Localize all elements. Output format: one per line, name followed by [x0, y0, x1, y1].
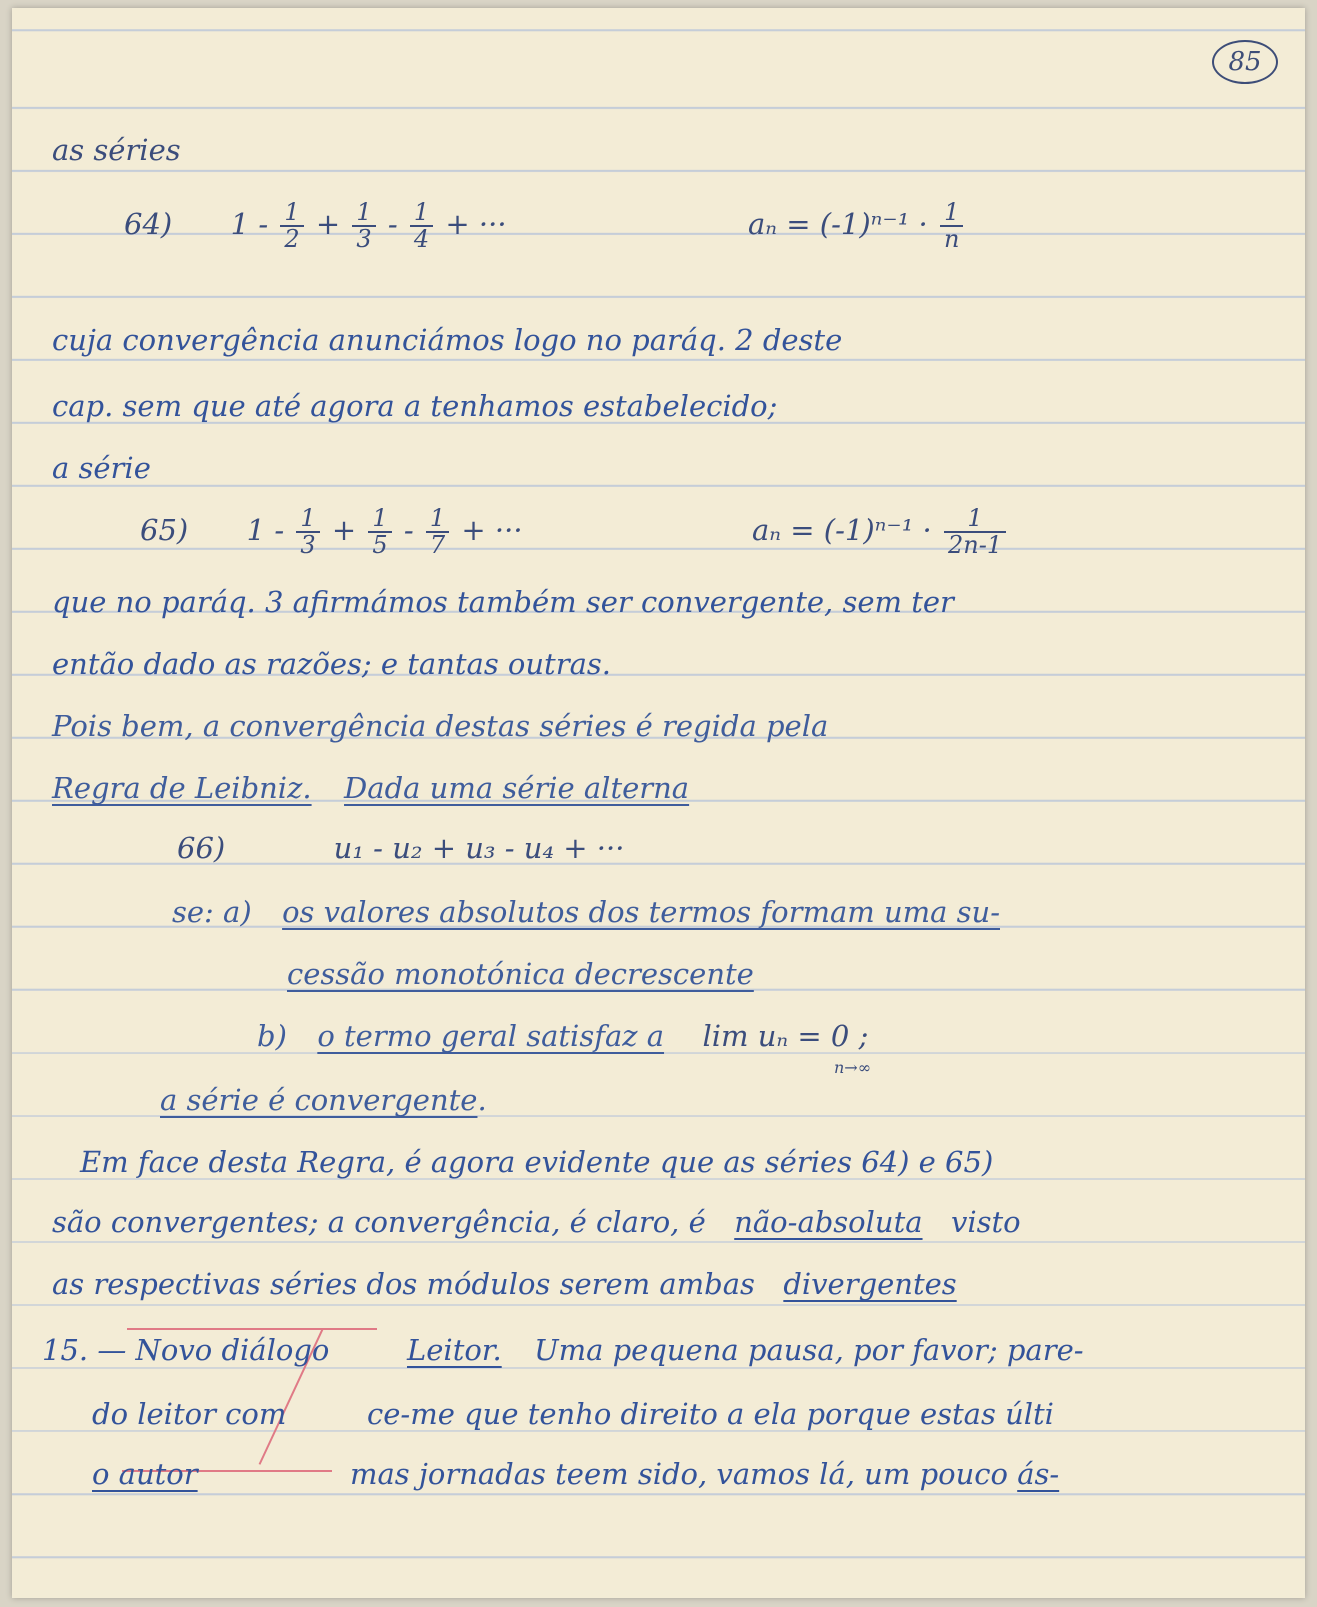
text-line: cap. sem que até agora a tenhamos estabelecido;	[52, 389, 778, 423]
text-fragment-underlined: não-absoluta	[734, 1205, 923, 1239]
condition-b-label: b)	[257, 1019, 287, 1053]
text-line	[350, 1457, 1060, 1491]
dialogue-text: ce-me que tenho direito a ela porque estas últi	[367, 1397, 1054, 1431]
text-line	[172, 895, 1000, 929]
fraction: $\frac{1}{2}$	[280, 200, 303, 252]
text-fragment: visto	[950, 1205, 1021, 1239]
equation-expr: u₁ - u₂ + u₃ - u₄ + ···	[333, 831, 625, 865]
general-term-64	[748, 200, 966, 252]
text-line: então dado as razões; e tantas outras.	[52, 647, 611, 681]
condition-a: os valores absolutos dos termos formam uma su-	[282, 895, 1000, 929]
condition-a-label: se: a)	[172, 895, 252, 929]
text-line	[52, 771, 690, 805]
text-fragment: são convergentes; a convergência, é claro, é	[52, 1205, 706, 1239]
margin-rule	[127, 1328, 377, 1330]
notebook-page	[12, 8, 1305, 1598]
fraction: $\frac{1}{5}$	[368, 506, 391, 558]
condition-b: o termo geral satisfaz a	[317, 1019, 665, 1053]
text-line	[160, 1083, 487, 1117]
text-line: Em face desta Regra, é agora evidente que as séries 64) e 65)	[80, 1145, 994, 1179]
equation-65	[140, 506, 523, 558]
condition-a-cont: cessão monotónica decrescente	[287, 957, 754, 991]
equation-lead: 1 -	[246, 513, 285, 548]
text-fragment: as respectivas séries dos módulos serem ambas	[52, 1267, 755, 1301]
conclusion: a série é convergente	[160, 1083, 478, 1117]
section-heading: 15. — Novo diálogo	[42, 1333, 330, 1367]
margin-note: o autor	[92, 1457, 198, 1491]
equation-64	[124, 200, 507, 252]
text-line	[52, 1267, 957, 1301]
dialogue-text-underlined: ás-	[1017, 1457, 1060, 1491]
operator: +	[331, 513, 357, 548]
text-line: que no paráq. 3 afirmámos também ser convergente, sem ter	[52, 585, 954, 619]
period: .	[477, 1083, 487, 1117]
fraction: $\frac{1}{n}$	[940, 200, 963, 252]
equation-label: 65)	[140, 513, 189, 548]
fraction: $\frac{1}{7}$	[426, 506, 449, 558]
text-line	[52, 1205, 1021, 1239]
text-line: as séries	[52, 133, 181, 167]
operator: +	[315, 207, 341, 242]
equation-lead: 1 -	[230, 207, 269, 242]
text-line: a série	[52, 451, 151, 485]
fraction: $\frac{1}{3}$	[352, 200, 375, 252]
equation-66	[177, 831, 625, 865]
series-tail: + ···	[445, 207, 507, 242]
fraction: $\frac{1}{4}$	[410, 200, 433, 252]
rule-name: Regra de Leibniz.	[52, 771, 312, 805]
equation-label: 64)	[124, 207, 173, 242]
general-term-lhs: aₙ = (-1)ⁿ⁻¹ ·	[748, 207, 928, 242]
series-tail: + ···	[461, 513, 523, 548]
text-line	[257, 1019, 869, 1053]
speaker-label: Leitor.	[407, 1333, 502, 1367]
margin-note: do leitor com	[92, 1397, 287, 1431]
limit-expression: lim uₙ = 0 ;	[702, 1019, 869, 1053]
page-number: 85	[1212, 40, 1278, 84]
operator: -	[403, 513, 414, 548]
text-line: Pois bem, a convergência destas séries é regida pela	[52, 709, 829, 743]
rule-statement: Dada uma série alterna	[344, 771, 690, 805]
operator: -	[387, 207, 398, 242]
general-term-65	[752, 506, 1009, 558]
text-line	[407, 1333, 1084, 1367]
general-term-lhs: aₙ = (-1)ⁿ⁻¹ ·	[752, 513, 932, 548]
limit-subscript: n→∞	[834, 1058, 872, 1077]
dialogue-text: Uma pequena pausa, por favor; pare-	[534, 1333, 1084, 1367]
fraction: $\frac{1}{3}$	[296, 506, 319, 558]
text-fragment-underlined: divergentes	[783, 1267, 957, 1301]
equation-label: 66)	[177, 831, 226, 865]
dialogue-text: mas jornadas teem sido, vamos lá, um pouco	[350, 1457, 1018, 1491]
text-line: cuja convergência anunciámos logo no paráq. 2 deste	[52, 323, 843, 357]
fraction: $\frac{1}{2n-1}$	[944, 506, 1006, 558]
